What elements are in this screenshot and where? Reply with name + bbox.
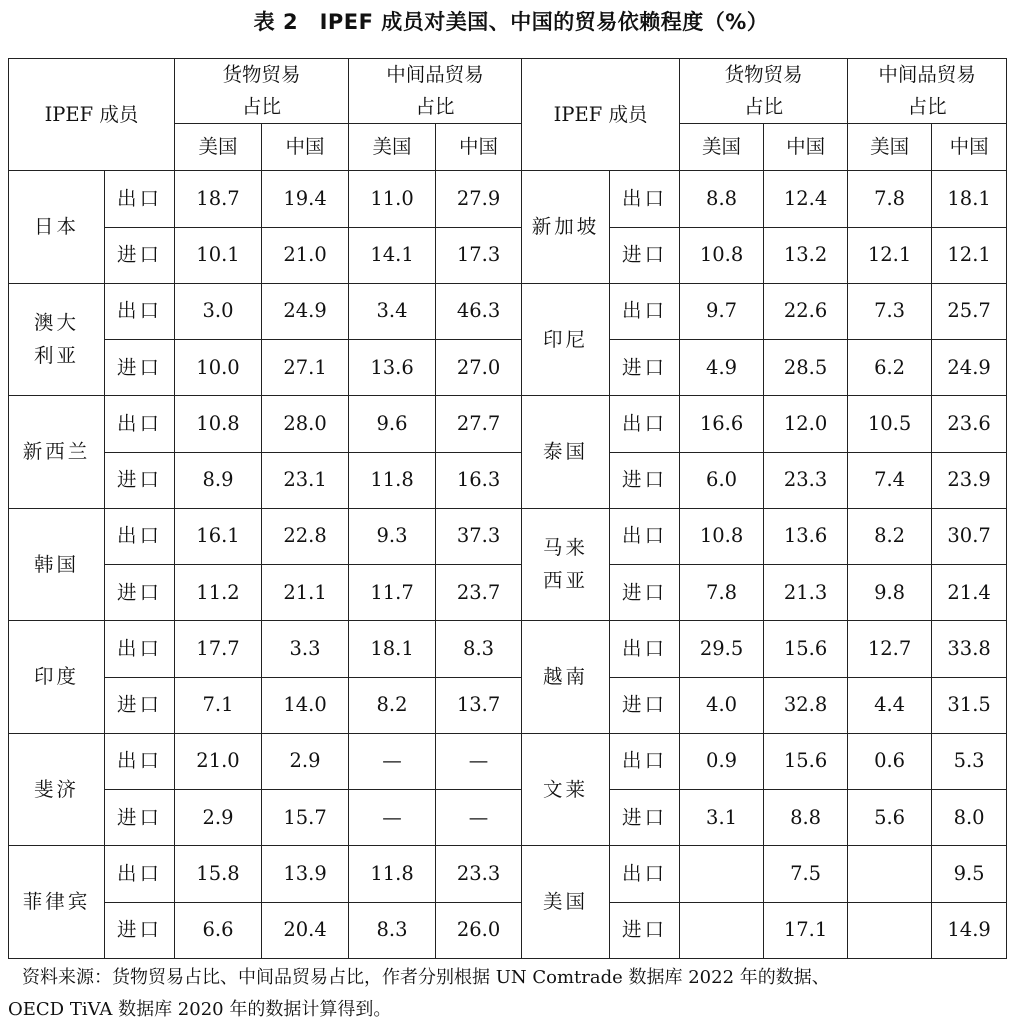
value-cell: 8.2	[848, 508, 932, 564]
member-name	[9, 396, 105, 509]
import-label: 进口	[105, 790, 175, 846]
value-cell: 18.7	[175, 171, 262, 227]
value-cell: 17.7	[175, 621, 262, 677]
value-cell: 3.1	[680, 790, 764, 846]
value-cell: 9.6	[349, 396, 436, 452]
value-cell: —	[436, 790, 522, 846]
value-cell: 7.5	[764, 846, 848, 902]
value-cell: 8.2	[349, 677, 436, 733]
source-note	[8, 962, 1012, 1020]
header-goods-line2: 占比	[242, 95, 282, 119]
value-cell: 7.3	[848, 283, 932, 339]
import-label: 进口	[610, 227, 680, 283]
value-cell: 14.9	[932, 902, 1007, 958]
value-cell: 17.3	[436, 227, 522, 283]
header-china: 中国	[932, 124, 1007, 171]
value-cell: 0.9	[680, 733, 764, 789]
table-row	[9, 340, 1007, 396]
member-name-line: 日本	[33, 215, 79, 238]
value-cell: —	[436, 733, 522, 789]
value-cell: 21.0	[262, 227, 349, 283]
import-label: 进口	[105, 565, 175, 621]
value-cell: 7.8	[848, 171, 932, 227]
table-row	[9, 733, 1007, 789]
value-cell	[680, 846, 764, 902]
source-note-line1: 资料来源：货物贸易占比、中间品贸易占比，作者分别根据 UN Comtrade 数据库 2022 年的数据、	[22, 967, 830, 988]
source-note-line2: OECD TiVA 数据库 2020 年的数据计算得到。	[8, 999, 392, 1020]
header-intermediate-right	[848, 59, 1007, 124]
export-label: 出口	[105, 733, 175, 789]
value-cell	[848, 846, 932, 902]
member-name-line: 澳大	[33, 311, 79, 335]
export-label: 出口	[105, 396, 175, 452]
value-cell: 16.3	[436, 452, 522, 508]
table-row	[9, 508, 1007, 564]
header-us: 美国	[680, 124, 764, 171]
value-cell: 20.4	[262, 902, 349, 958]
import-label: 进口	[105, 677, 175, 733]
value-cell: 15.7	[262, 790, 349, 846]
member-name-line: 印度	[33, 665, 79, 688]
value-cell: 21.0	[175, 733, 262, 789]
member-name-line: 马来	[543, 536, 589, 560]
table-body	[9, 171, 1007, 959]
value-cell: 8.8	[764, 790, 848, 846]
value-cell: 8.8	[680, 171, 764, 227]
header-intermediate-line2: 占比	[415, 95, 455, 119]
value-cell: 21.3	[764, 565, 848, 621]
value-cell: 8.9	[175, 452, 262, 508]
value-cell: 12.0	[764, 396, 848, 452]
import-label: 进口	[610, 902, 680, 958]
value-cell: 29.5	[680, 621, 764, 677]
value-cell: 13.6	[764, 508, 848, 564]
export-label: 出口	[610, 283, 680, 339]
export-label: 出口	[105, 846, 175, 902]
member-name-line: 斐济	[33, 777, 79, 801]
value-cell: 21.4	[932, 565, 1007, 621]
value-cell: 2.9	[262, 733, 349, 789]
value-cell: 10.8	[680, 227, 764, 283]
value-cell: 37.3	[436, 508, 522, 564]
import-label: 进口	[610, 677, 680, 733]
import-label: 进口	[105, 340, 175, 396]
value-cell: 16.6	[680, 396, 764, 452]
export-label: 出口	[610, 846, 680, 902]
value-cell: 18.1	[932, 171, 1007, 227]
member-name	[522, 508, 610, 621]
value-cell: 13.7	[436, 677, 522, 733]
header-goods-line2: 占比	[744, 95, 784, 119]
table-row	[9, 171, 1007, 227]
value-cell: 8.3	[436, 621, 522, 677]
header-china: 中国	[262, 124, 349, 171]
value-cell: 16.1	[175, 508, 262, 564]
value-cell: —	[349, 733, 436, 789]
member-name	[9, 621, 105, 734]
member-name-line: 韩国	[33, 552, 79, 576]
value-cell: 14.1	[349, 227, 436, 283]
value-cell: 9.3	[349, 508, 436, 564]
value-cell: 12.1	[932, 227, 1007, 283]
value-cell: 7.4	[848, 452, 932, 508]
value-cell: 10.5	[848, 396, 932, 452]
header-intermediate-line1: 中间品贸易	[386, 63, 484, 86]
import-label: 进口	[610, 790, 680, 846]
value-cell	[848, 902, 932, 958]
member-name	[522, 733, 610, 846]
value-cell: 11.0	[349, 171, 436, 227]
value-cell: 18.1	[349, 621, 436, 677]
table-row	[9, 227, 1007, 283]
value-cell: 24.9	[932, 340, 1007, 396]
value-cell: 12.1	[848, 227, 932, 283]
value-cell: 23.3	[764, 452, 848, 508]
value-cell: 28.0	[262, 396, 349, 452]
member-name-line: 西亚	[543, 568, 589, 592]
value-cell: 11.2	[175, 565, 262, 621]
table-row	[9, 452, 1007, 508]
value-cell: 7.8	[680, 565, 764, 621]
value-cell: 5.3	[932, 733, 1007, 789]
member-name	[9, 846, 105, 959]
value-cell: 4.9	[680, 340, 764, 396]
value-cell: 23.3	[436, 846, 522, 902]
value-cell: 9.5	[932, 846, 1007, 902]
value-cell	[680, 902, 764, 958]
table-row	[9, 283, 1007, 339]
member-name-line: 利亚	[33, 343, 79, 367]
value-cell: 27.9	[436, 171, 522, 227]
value-cell: 27.0	[436, 340, 522, 396]
export-label: 出口	[610, 171, 680, 227]
member-name	[9, 733, 105, 846]
value-cell: 10.0	[175, 340, 262, 396]
value-cell: 9.7	[680, 283, 764, 339]
member-name-line: 文莱	[543, 777, 589, 801]
value-cell: 13.2	[764, 227, 848, 283]
value-cell: 12.7	[848, 621, 932, 677]
value-cell: 11.8	[349, 846, 436, 902]
member-name-line: 新西兰	[22, 440, 91, 463]
value-cell: 8.0	[932, 790, 1007, 846]
value-cell: 9.8	[848, 565, 932, 621]
value-cell: 21.1	[262, 565, 349, 621]
value-cell: 3.4	[349, 283, 436, 339]
member-name	[522, 171, 610, 284]
value-cell: 23.9	[932, 452, 1007, 508]
header-goods-left	[175, 59, 349, 124]
header-row-1	[9, 59, 1007, 124]
import-label: 进口	[105, 902, 175, 958]
import-label: 进口	[610, 565, 680, 621]
value-cell: 27.7	[436, 396, 522, 452]
value-cell: 10.1	[175, 227, 262, 283]
value-cell: 3.0	[175, 283, 262, 339]
value-cell: 30.7	[932, 508, 1007, 564]
member-name-line: 新加坡	[531, 215, 600, 238]
value-cell: 22.8	[262, 508, 349, 564]
member-name	[522, 846, 610, 959]
value-cell: 11.8	[349, 452, 436, 508]
member-name-line: 美国	[543, 890, 589, 914]
value-cell: 6.6	[175, 902, 262, 958]
value-cell: 23.1	[262, 452, 349, 508]
value-cell: 33.8	[932, 621, 1007, 677]
import-label: 进口	[610, 452, 680, 508]
value-cell: 15.6	[764, 621, 848, 677]
import-label: 进口	[610, 340, 680, 396]
value-cell: 25.7	[932, 283, 1007, 339]
export-label: 出口	[105, 283, 175, 339]
header-us: 美国	[349, 124, 436, 171]
value-cell: 31.5	[932, 677, 1007, 733]
value-cell: 6.2	[848, 340, 932, 396]
header-china: 中国	[436, 124, 522, 171]
table-row	[9, 565, 1007, 621]
value-cell: 8.3	[349, 902, 436, 958]
trade-dependence-table	[8, 58, 1007, 959]
table-row	[9, 621, 1007, 677]
value-cell: 3.3	[262, 621, 349, 677]
value-cell: 17.1	[764, 902, 848, 958]
value-cell: 2.9	[175, 790, 262, 846]
value-cell: 15.6	[764, 733, 848, 789]
member-name	[9, 283, 105, 396]
value-cell: 28.5	[764, 340, 848, 396]
member-name	[522, 283, 610, 396]
member-name-line: 泰国	[543, 440, 589, 463]
header-intermediate-line2: 占比	[907, 95, 947, 119]
header-member-left: IPEF 成员	[9, 59, 175, 171]
value-cell: 19.4	[262, 171, 349, 227]
value-cell: 11.7	[349, 565, 436, 621]
value-cell: 27.1	[262, 340, 349, 396]
member-name-line: 印尼	[543, 327, 589, 351]
export-label: 出口	[610, 508, 680, 564]
value-cell: 13.9	[262, 846, 349, 902]
value-cell: 14.0	[262, 677, 349, 733]
value-cell: 23.6	[932, 396, 1007, 452]
header-intermediate-left	[349, 59, 522, 124]
table-row	[9, 396, 1007, 452]
value-cell: 6.0	[680, 452, 764, 508]
table-row	[9, 790, 1007, 846]
value-cell: 15.8	[175, 846, 262, 902]
member-name	[522, 621, 610, 734]
export-label: 出口	[610, 396, 680, 452]
export-label: 出口	[105, 171, 175, 227]
member-name-line: 越南	[543, 665, 589, 688]
header-us: 美国	[175, 124, 262, 171]
value-cell: 22.6	[764, 283, 848, 339]
value-cell: —	[349, 790, 436, 846]
member-name-line: 菲律宾	[22, 890, 91, 914]
value-cell: 5.6	[848, 790, 932, 846]
export-label: 出口	[105, 621, 175, 677]
value-cell: 12.4	[764, 171, 848, 227]
value-cell: 10.8	[680, 508, 764, 564]
value-cell: 32.8	[764, 677, 848, 733]
member-name	[9, 508, 105, 621]
value-cell: 46.3	[436, 283, 522, 339]
import-label: 进口	[105, 227, 175, 283]
header-goods-right	[680, 59, 848, 124]
value-cell: 26.0	[436, 902, 522, 958]
table-row	[9, 677, 1007, 733]
value-cell: 23.7	[436, 565, 522, 621]
import-label: 进口	[105, 452, 175, 508]
header-intermediate-line1: 中间品贸易	[878, 63, 976, 86]
header-china: 中国	[764, 124, 848, 171]
member-name	[9, 171, 105, 284]
header-goods-line1: 货物贸易	[724, 63, 803, 86]
value-cell: 4.0	[680, 677, 764, 733]
table-title: 表 2 IPEF 成员对美国、中国的贸易依赖程度（%）	[253, 10, 769, 34]
value-cell: 0.6	[848, 733, 932, 789]
export-label: 出口	[105, 508, 175, 564]
export-label: 出口	[610, 733, 680, 789]
export-label: 出口	[610, 621, 680, 677]
header-us: 美国	[848, 124, 932, 171]
value-cell: 7.1	[175, 677, 262, 733]
header-member-right: IPEF 成员	[522, 59, 680, 171]
value-cell: 10.8	[175, 396, 262, 452]
table-row	[9, 846, 1007, 902]
header-goods-line1: 货物贸易	[222, 63, 301, 86]
table-row	[9, 902, 1007, 958]
value-cell: 13.6	[349, 340, 436, 396]
member-name	[522, 396, 610, 509]
value-cell: 4.4	[848, 677, 932, 733]
value-cell: 24.9	[262, 283, 349, 339]
